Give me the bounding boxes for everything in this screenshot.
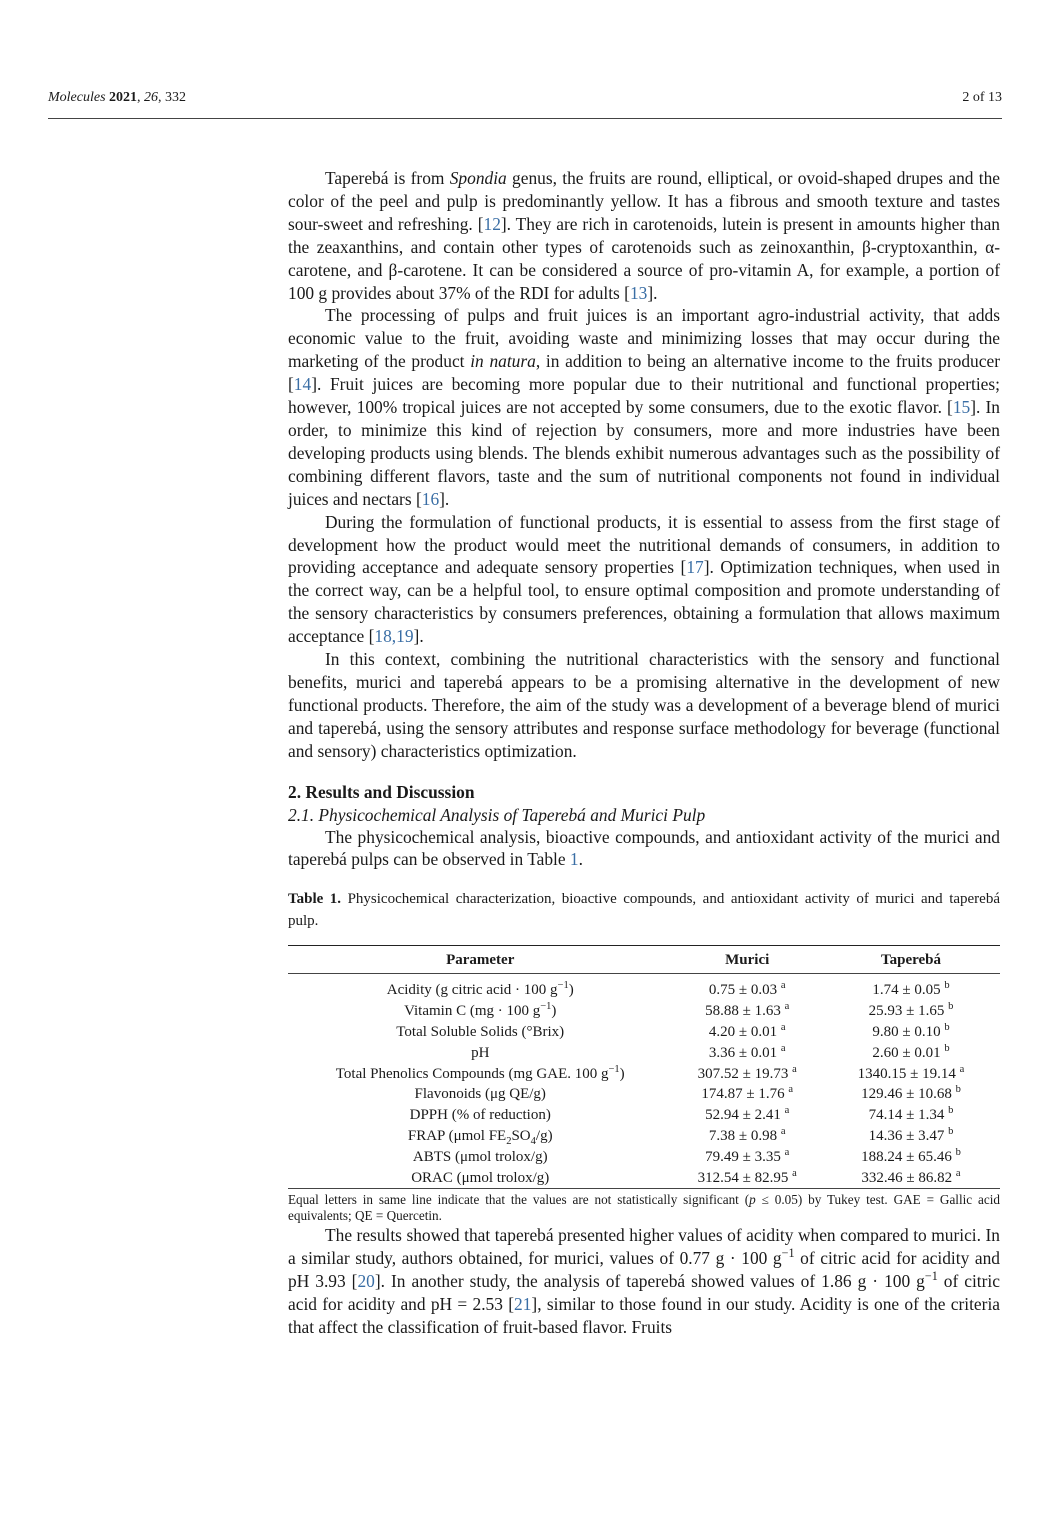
table-row: FRAP (μmol $FE_2SO_4/g$) 7.38 ± 0.98 $^a$ 14.36 ± 3.47 $^b$ bbox=[407, 1125, 954, 1147]
subsection-heading: 2.1. Physicochemical Analysis of Taperebá and Murici Pulp bbox=[288, 804, 706, 825]
column-header: Taperebá bbox=[822, 946, 1000, 974]
intro-paragraph-2: The processing of pulps and fruit juices is an important agro-industrial activity, that adds economic value to the fruit, avoiding waste and minimizing losses that may occur during the marketing of the product in natura, in addition to being an alternative income to the fruits producer [14]. Fruit juices are becoming more popular due to their nutritional and functional properties; however, 100% tropical juices are not accepted by some consumers, due to the exotic flavor. [15]. In order, to minimize this kind of rejection by consumers, more and more industries have been developing products using blends. The blends exhibit numerous advantages such as the possibility of combining different flavors, taste and the sum of nutritional components not found in individual juices and nectars [16]. bbox=[288, 305, 1000, 509]
citation-link[interactable]: 13 bbox=[629, 282, 648, 303]
table-row: pH 3.36 ± 0.01 $^a$ 2.60 ± 0.01 $^b$ bbox=[471, 1042, 950, 1061]
header-rule bbox=[48, 118, 1002, 119]
journal-year: 2021 bbox=[109, 90, 138, 105]
table-row: ABTS (μmol trolox/g) 79.49 ± 3.35 $^a$ 188.24 ± 65.46 $^b$ bbox=[412, 1146, 961, 1165]
citation-link[interactable]: 20 bbox=[357, 1271, 375, 1292]
journal-citation: Molecules 2021, 26, 332 bbox=[48, 90, 187, 105]
results-paragraph-2: The results showed that taperebá presented higher values of acidity when compared to murici. In a similar study, authors obtained, for murici, values of 0.77 g · 100 $g^{-1}$ of citric acid for acidity and pH 3.93 [20]. In another study, the analysis of taperebá showed values of 1.86 g · 100 $g^{-1}$ of citric acid for acidity and pH = 2.53 [21], similar to those found in our study. Acidity is one of the criteria that affect the classification of fruit-based flavor. Fruits bbox=[288, 1225, 1000, 1337]
page-number: 2 of 13 bbox=[962, 90, 1002, 105]
table-row: Flavonoids (μg QE/g) 174.87 ± 1.76 $^a$ 129.46 ± 10.68 $^b$ bbox=[414, 1084, 961, 1103]
citation-link[interactable]: 12 bbox=[483, 213, 501, 234]
citation-link[interactable]: 17 bbox=[686, 557, 704, 578]
table-link[interactable]: 1 bbox=[569, 849, 579, 870]
journal-article: 332 bbox=[165, 90, 187, 105]
table-row: Total Phenolics Compounds (mg GAE. 100 $g^{-1}$) 307.52 ± 19.73 $^a$ 1340.15 ± 19.14 $^a$ bbox=[335, 1063, 965, 1082]
table-label: Table 1. bbox=[288, 891, 342, 908]
table-row: DPPH (% of reduction) 52.94 ± 2.41 $^a$ 74.14 ± 1.34 $^b$ bbox=[409, 1105, 954, 1124]
citation-link[interactable]: 15 bbox=[952, 397, 971, 418]
table-row: ORAC (μmol trolox/g) 312.54 ± 82.95 $^a$ 332.46 ± 86.82 $^a$ bbox=[288, 1168, 1000, 1189]
intro-paragraph-4: In this context, combining the nutritional characteristics with the sensory and functional benefits, murici and taperebá appears to be a promising alternative in the development of new functional products. Therefore, the aim of the study was a development of a beverage blend of murici and taperebá, using the sensory attributes and response surface methodology for beverage (functional and sensory) characteristics optimization. bbox=[288, 649, 1000, 761]
intro-paragraph-1: Taperebá is from Spondia genus, the fruits are round, elliptical, or ovoid-shaped drupes and the color of the peel and pulp is predominantly yellow. It has a fibrous and smooth texture and tastes sour-sweet and refreshing. [12]. They are rich in carotenoids, lutein is present in amounts higher than the zeaxanthins, and contain other types of carotenoids such as zeinoxanthin, β-cryptoxanthin, α-carotene, and β-carotene. It can be considered a source of pro-vitamin A, for example, a portion of 100 g provides about 37% of the RDI for adults [13]. bbox=[288, 168, 1001, 303]
citation-link[interactable]: 18,19 bbox=[374, 626, 414, 647]
table-row: Vitamin C (mg · 100 $g^{-1}$) 58.88 ± 1.63 $^a$ 25.93 ± 1.65 $^b$ bbox=[404, 1001, 954, 1020]
column-header: Murici bbox=[672, 946, 822, 974]
table-caption: Table 1. Physicochemical characterization, bioactive compounds, and antioxidant activity of murici and taperebá pulp. bbox=[288, 891, 1000, 930]
column-header: Parameter bbox=[288, 946, 672, 974]
journal-name: Molecules bbox=[48, 90, 106, 105]
table-header-row bbox=[288, 946, 1000, 974]
running-header bbox=[48, 88, 1002, 110]
section-heading: 2. Results and Discussion bbox=[288, 781, 475, 802]
table-row: Total Soluble Solids (°Brix) 4.20 ± 0.01 $^a$ 9.80 ± 0.10 $^b$ bbox=[396, 1021, 950, 1040]
intro-paragraph-3: During the formulation of functional products, it is essential to assess from the first stage of development how the product would meet the nutritional demands of consumers, in addition to providing acceptance and adequate sensory properties [17]. Optimization techniques, when used in the correct way, can be a helpful tool, to ensure optimal composition and promote understanding of the sensory characteristics by consumers preferences, obtaining a formulation that allows maximum acceptance [18,19]. bbox=[288, 511, 1000, 647]
citation-link[interactable]: 14 bbox=[293, 374, 312, 395]
results-table bbox=[288, 945, 1000, 1189]
journal-volume: 26 bbox=[144, 90, 159, 105]
citation-link[interactable]: 21 bbox=[514, 1294, 532, 1315]
table-footnote: Equal letters in same line indicate that the values are not statistically significant (p ≤ 0.05) by Tukey test. GAE = Gallic acid equivalents; QE = Quercetin. bbox=[288, 1192, 1001, 1224]
results-paragraph-1: The physicochemical analysis, bioactive compounds, and antioxidant activity of the murici and taperebá pulps can be observed in Table 1. bbox=[288, 826, 1000, 870]
table-row: Acidity (g citric acid · 100 $g^{-1}$) 0.75 ± 0.03 $^a$ 1.74 ± 0.05 $^b$ bbox=[386, 980, 950, 999]
citation-link[interactable]: 16 bbox=[421, 488, 440, 509]
article-body bbox=[288, 167, 1000, 1339]
genus-name: Spondia bbox=[449, 168, 507, 188]
